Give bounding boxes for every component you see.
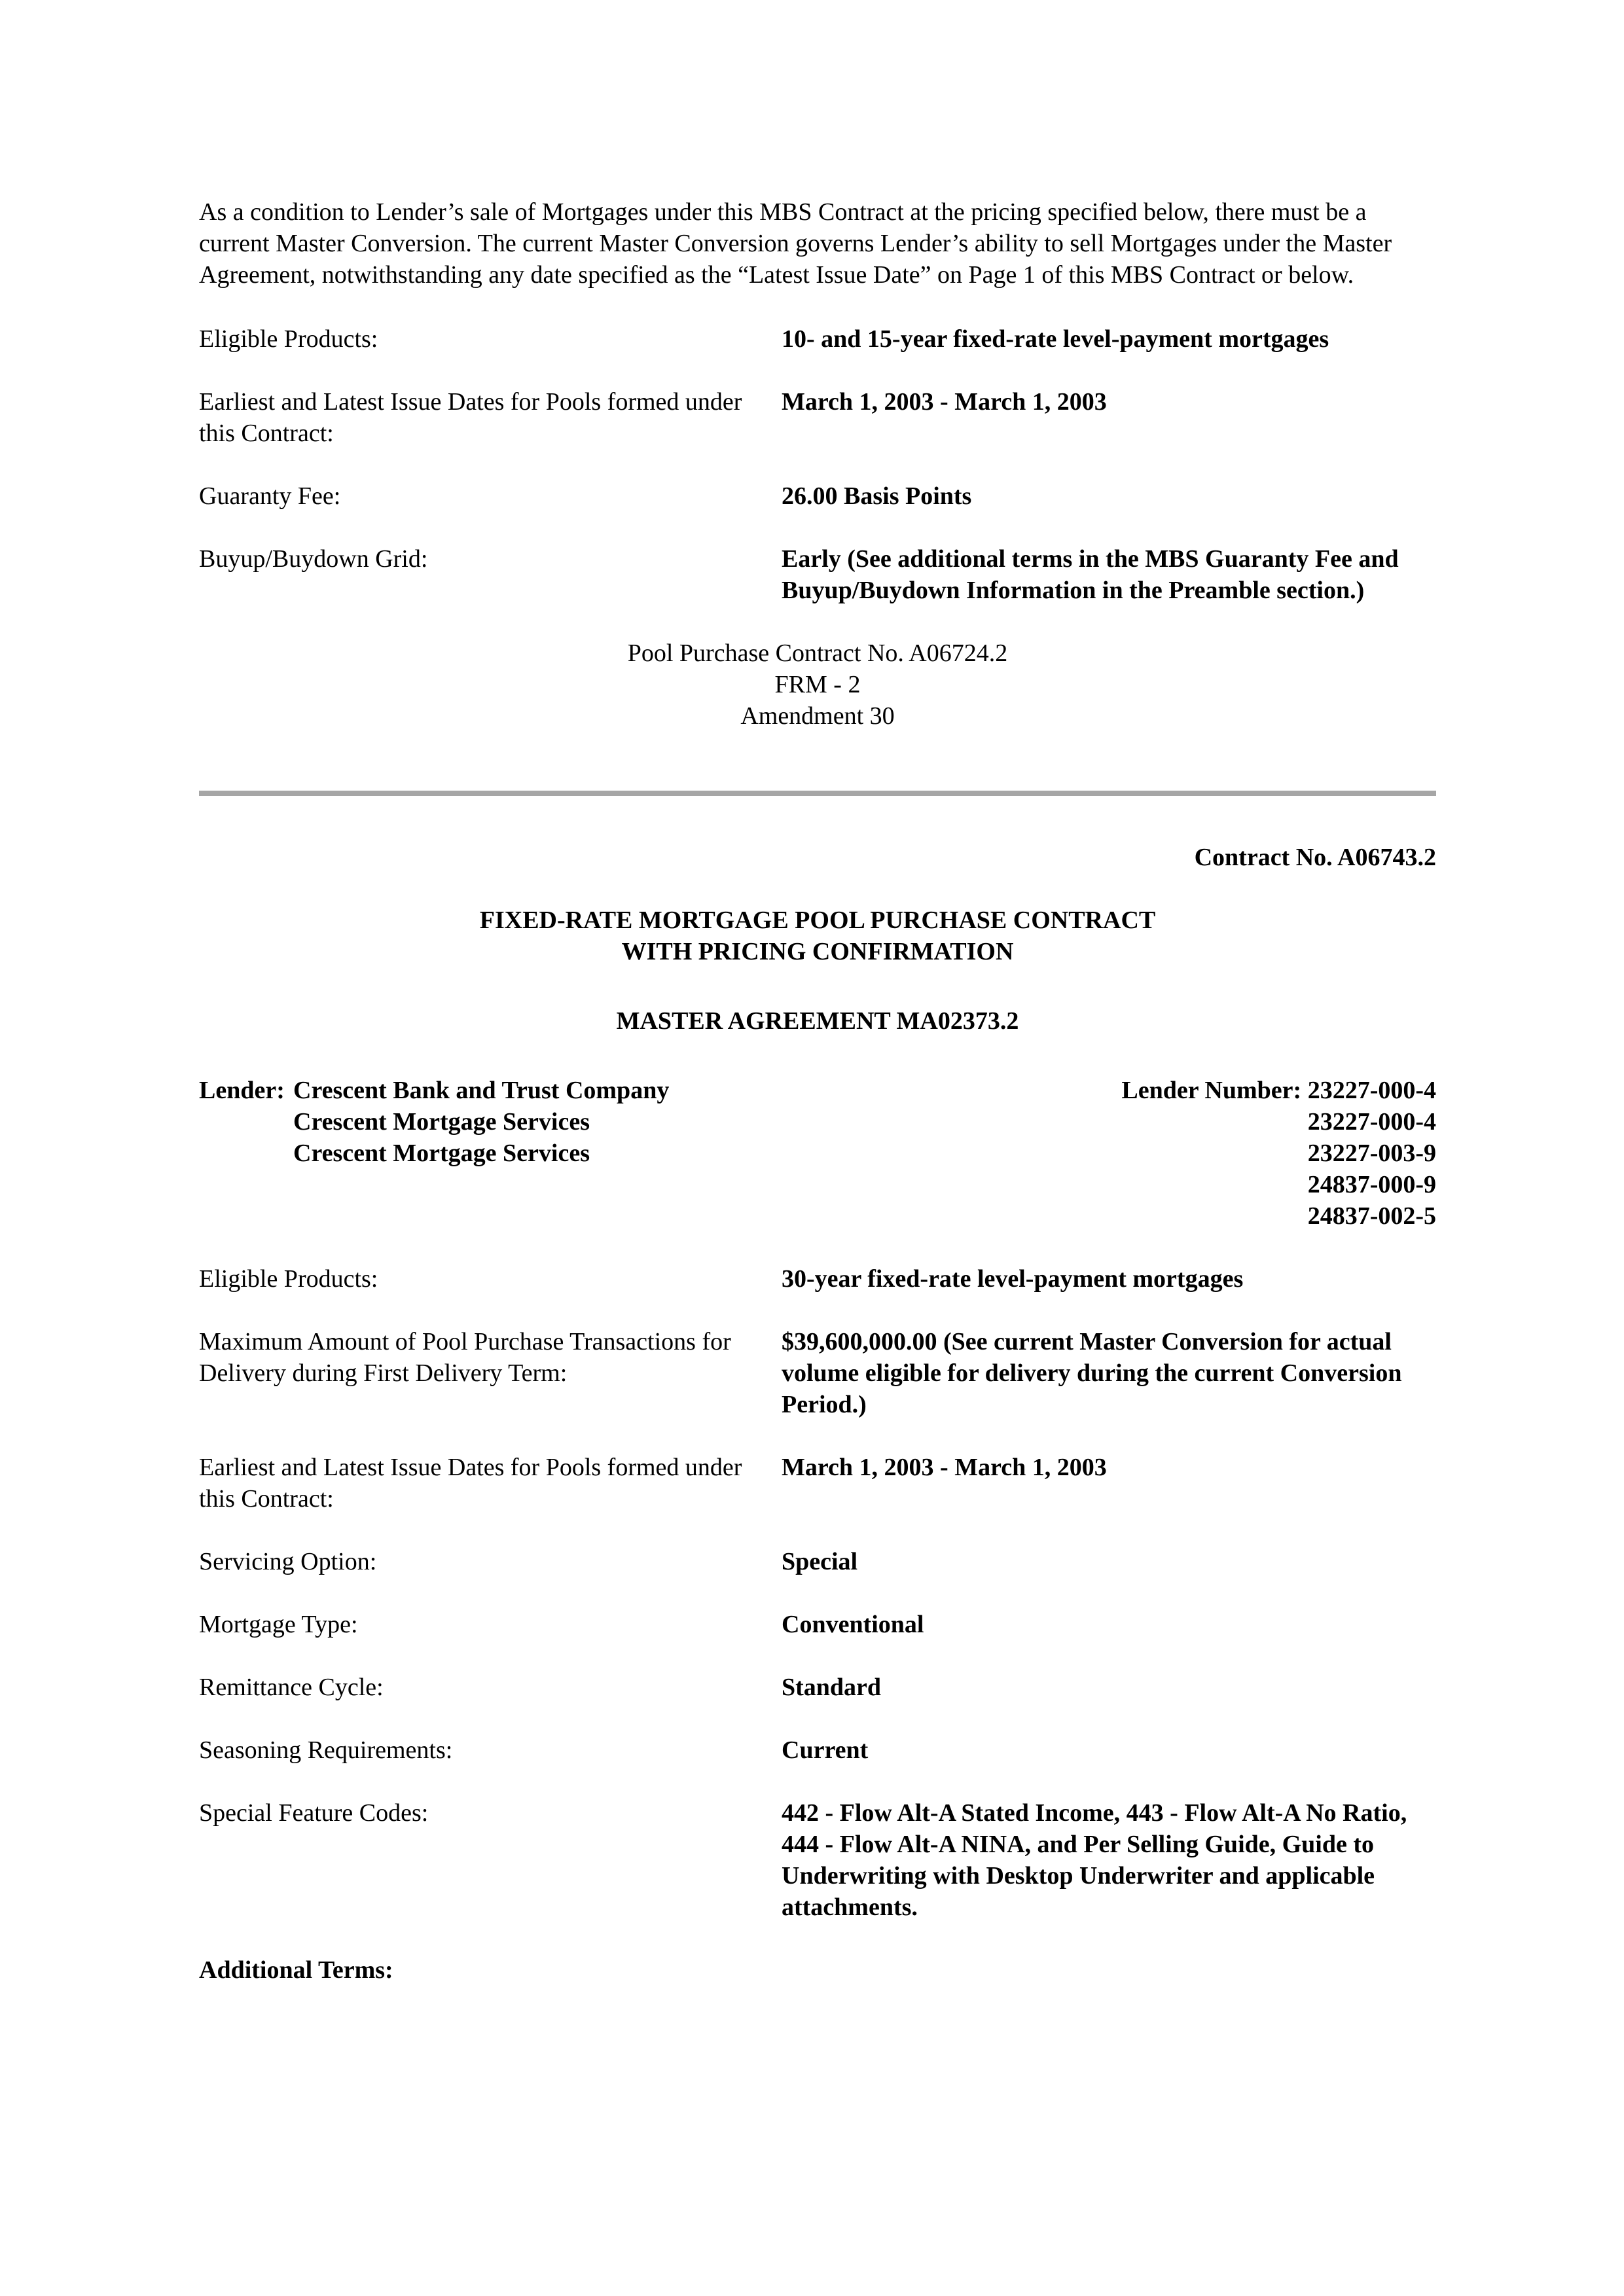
lender-number: 23227-000-4 [1307,1108,1436,1136]
term-value: Current [782,1736,869,1764]
second-contract-terms [199,1263,1436,1923]
page-footer [199,637,1436,732]
term-value: Special [782,1548,858,1575]
contract-title [199,905,1436,967]
lender-name-list [293,1075,669,1232]
term-label: Guaranty Fee: [199,482,341,510]
lender-number: 23227-003-9 [1307,1139,1436,1167]
term-row [199,1326,1436,1420]
term-label: Servicing Option: [199,1548,377,1575]
lender-block [199,1075,1436,1232]
term-value: Standard [782,1674,882,1701]
term-label: Earliest and Latest Issue Dates for Pools formed under this Contract: [199,1454,742,1513]
lender-name: Crescent Mortgage Services [293,1108,590,1136]
term-label: Mortgage Type: [199,1611,358,1638]
term-label: Buyup/Buydown Grid: [199,545,428,573]
footer-amendment-line: Amendment 30 [740,702,895,730]
document-page [199,196,1436,1986]
term-row [199,1734,1436,1766]
term-value: March 1, 2003 - March 1, 2003 [782,388,1107,416]
additional-terms-heading: Additional Terms: [199,1956,393,1984]
term-value: 26.00 Basis Points [782,482,972,510]
term-label: Seasoning Requirements: [199,1736,453,1764]
contract-number: Contract No. A06743.2 [1194,844,1436,871]
lender-names [199,1075,669,1232]
term-label: Special Feature Codes: [199,1799,429,1827]
title-line-1: FIXED-RATE MORTGAGE POOL PURCHASE CONTRACT [479,906,1156,934]
term-label: Maximum Amount of Pool Purchase Transactions for Delivery during First Delivery Term: [199,1328,731,1387]
title-line-2: WITH PRICING CONFIRMATION [621,938,1014,965]
term-row [199,1263,1436,1295]
term-row [199,323,1436,355]
lender-number-label: Lender Number: [1121,1077,1302,1104]
master-agreement: MASTER AGREEMENT MA02373.2 [616,1007,1019,1035]
lender-numbers [1121,1075,1436,1232]
term-row [199,386,1436,449]
term-label: Eligible Products: [199,325,378,353]
lender-number: 23227-000-4 [1307,1077,1436,1104]
term-value: 10- and 15-year fixed-rate level-payment mortgages [782,325,1329,353]
term-row [199,543,1436,606]
term-value: Early (See additional terms in the MBS Guaranty Fee and Buyup/Buydown Information in the Preamble section.) [782,545,1399,604]
lender-label: Lender: [199,1077,285,1104]
first-contract-terms [199,323,1436,606]
term-row [199,480,1436,512]
lender-name: Crescent Bank and Trust Company [293,1077,670,1104]
footer-form-line: FRM - 2 [774,671,861,698]
footer-contract-line: Pool Purchase Contract No. A06724.2 [627,639,1008,667]
term-label: Earliest and Latest Issue Dates for Pools formed under this Contract: [199,388,742,447]
lender-name: Crescent Mortgage Services [293,1139,590,1167]
page-divider [199,791,1436,796]
term-row [199,1609,1436,1640]
intro-paragraph: As a condition to Lender’s sale of Mortgages under this MBS Contract at the pricing specified below, there must be a current Master Conversion. The current Master Conversion governs Lender’s ability to sell Mortgages under the Master Agreement, notwithstanding any date specified as the “Latest Issue Date” on Page 1 of this MBS Contract or below. [199,198,1392,289]
term-row [199,1452,1436,1515]
lender-number-first [1121,1075,1436,1106]
term-value: 442 - Flow Alt-A Stated Income, 443 - Flow Alt-A No Ratio, 444 - Flow Alt-A NINA, and Per Selling Guide, Guide to Underwriting with Desktop Underwriter and applicable attachments. [782,1799,1407,1921]
term-row [199,1546,1436,1577]
term-value: Conventional [782,1611,924,1638]
term-label: Eligible Products: [199,1265,378,1293]
lender-number: 24837-002-5 [1307,1202,1436,1230]
term-label: Remittance Cycle: [199,1674,384,1701]
term-row [199,1672,1436,1703]
term-row [199,1797,1436,1923]
term-value: March 1, 2003 - March 1, 2003 [782,1454,1107,1481]
lender-number: 24837-000-9 [1307,1171,1436,1198]
term-value: 30-year fixed-rate level-payment mortgages [782,1265,1244,1293]
term-value: $39,600,000.00 (See current Master Conversion for actual volume eligible for delivery during the current Conversion Period.) [782,1328,1402,1418]
